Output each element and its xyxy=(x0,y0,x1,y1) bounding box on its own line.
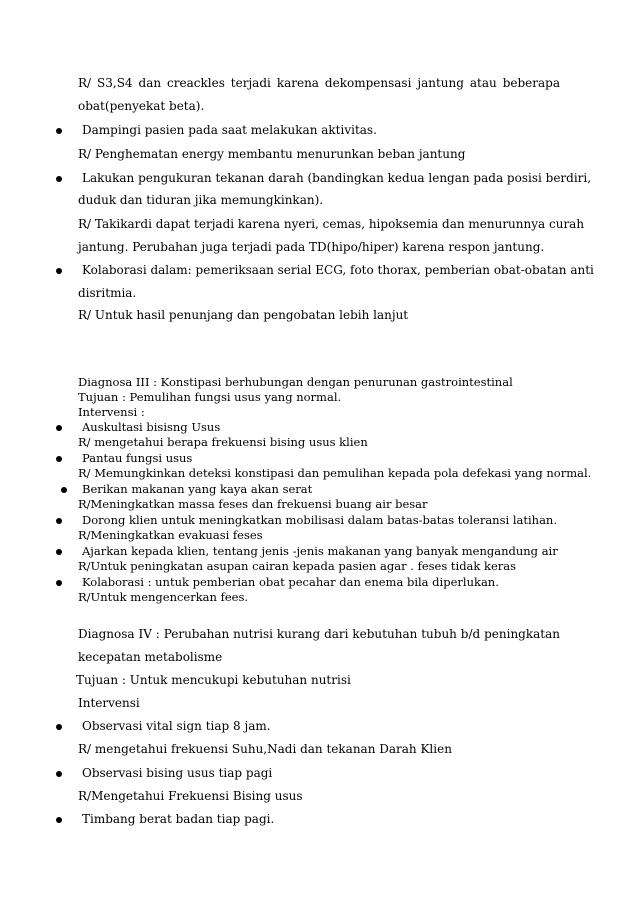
text-line: R/Meningkatkan massa feses dan frekuensi buang air besar xyxy=(78,497,428,511)
bullet-icon xyxy=(55,548,63,556)
bullet-icon xyxy=(55,175,63,183)
bullet-icon xyxy=(55,723,63,731)
text-line: obat(penyekat beta). xyxy=(78,99,205,113)
text-line: R/Meningkatkan evakuasi feses xyxy=(78,528,263,542)
list-item: Pantau fungsi usus xyxy=(82,451,193,465)
text-line: jantung. Perubahan juga terjadi pada TD(hipo/hiper) karena respon jantung. xyxy=(78,240,545,254)
text-line: R/ mengetahui berapa frekuensi bising usus klien xyxy=(78,435,368,449)
text-line: R/Untuk peningkatan asupan cairan kepada pasien agar . feses tidak keras xyxy=(78,559,517,573)
list-item: Dampingi pasien pada saat melakukan aktivitas. xyxy=(82,123,377,137)
text-line: disritmia. xyxy=(78,286,137,300)
bullet-icon xyxy=(55,770,63,778)
text-line: R/ Takikardi dapat terjadi karena nyeri, cemas, hipoksemia dan menurunnya curah xyxy=(78,217,585,231)
text-line: Intervensi xyxy=(78,696,140,710)
text-line: kecepatan metabolisme xyxy=(78,650,223,664)
list-item: Observasi vital sign tiap 8 jam. xyxy=(82,719,271,733)
list-item: Timbang berat badan tiap pagi. xyxy=(82,812,275,826)
bullet-icon xyxy=(55,816,63,824)
list-item: Kolaborasi : untuk pemberian obat pecahar dan enema bila diperlukan. xyxy=(82,575,499,589)
list-item: Kolaborasi dalam: pemeriksaan serial ECG, foto thorax, pemberian obat-obatan anti xyxy=(82,263,594,277)
list-item: Observasi bising usus tiap pagi xyxy=(82,766,273,780)
section-heading: Diagnosa IV : Perubahan nutrisi kurang dari kebutuhan tubuh b/d peningkatan xyxy=(78,627,560,641)
list-item: Ajarkan kepada klien, tentang jenis -jenis makanan yang banyak mengandung air xyxy=(82,544,558,558)
text-line: Tujuan : Untuk mencukupi kebutuhan nutrisi xyxy=(76,673,351,687)
bullet-icon xyxy=(55,579,63,587)
text-line: R/ Untuk hasil penunjang dan pengobatan lebih lanjut xyxy=(78,308,409,322)
text-line: Tujuan : Pemulihan fungsi usus yang normal. xyxy=(78,390,342,404)
text-line: Intervensi : xyxy=(78,405,145,419)
text-line: R/Mengetahui Frekuensi Bising usus xyxy=(78,789,303,803)
bullet-icon xyxy=(55,455,63,463)
text-line: R/Untuk mengencerkan fees. xyxy=(78,590,249,604)
text-line: R/ Memungkinkan deteksi konstipasi dan pemulihan kepada pola defekasi yang normal. xyxy=(78,466,592,480)
list-item: Lakukan pengukuran tekanan darah (bandingkan kedua lengan pada posisi berdiri, xyxy=(82,171,592,185)
text-line: R/ mengetahui frekuensi Suhu,Nadi dan tekanan Darah Klien xyxy=(78,742,452,756)
list-item: Berikan makanan yang kaya akan serat xyxy=(82,482,313,496)
text-line: R/ S3,S4 dan creackles terjadi karena dekompensasi jantung atau beberapa xyxy=(78,76,560,90)
bullet-icon xyxy=(55,127,63,135)
section-heading: Diagnosa III : Konstipasi berhubungan dengan penurunan gastrointestinal xyxy=(78,375,513,389)
list-item: Auskultasi bisisng Usus xyxy=(82,420,221,434)
text-line: R/ Penghematan energy membantu menurunkan beban jantung xyxy=(78,147,466,161)
bullet-icon xyxy=(60,486,68,494)
text-line: duduk dan tiduran jika memungkinkan). xyxy=(78,193,324,207)
bullet-icon xyxy=(55,517,63,525)
bullet-icon xyxy=(55,424,63,432)
list-item: Dorong klien untuk meningkatkan mobilisasi dalam batas-batas toleransi latihan. xyxy=(82,513,557,527)
bullet-icon xyxy=(55,267,63,275)
